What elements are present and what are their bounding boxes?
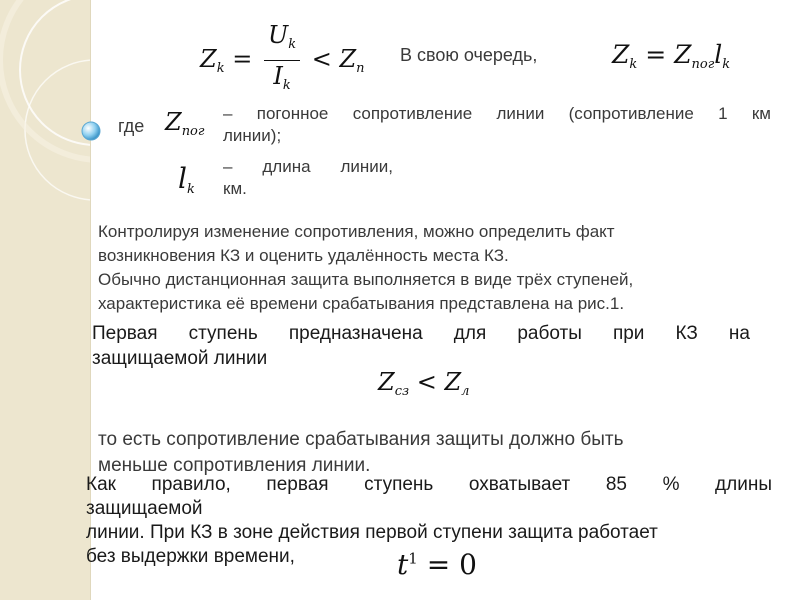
intro-text: В свою очередь, bbox=[400, 45, 538, 65]
formula-t1-zero: $t^1 = 0$ bbox=[397, 548, 477, 581]
paragraph-coverage: Как правило, первая ступень охватывает 85 % длины защищаемой линии. При КЗ в зоне действия первой ступени защита работает без выдержки времени, bbox=[86, 474, 772, 567]
paragraph-trip-resistance: то есть сопротивление срабатывания защиты должно быть меньше сопротивления линии. bbox=[98, 429, 624, 476]
decorative-sidebar bbox=[0, 0, 91, 600]
z-pog-description: – погонное сопротивление линии (сопротивление 1 км линии); bbox=[223, 104, 771, 145]
bullet-orb-icon bbox=[80, 120, 102, 142]
paragraph-distance-protection: Контролируя изменение сопротивления, можно определить факт возникновения КЗ и оценить удалённость места КЗ. Обычно дистанционная защита выполняется в виде трёх ступеней, характеристика её времени срабатывания представлена на рис.1. bbox=[98, 222, 634, 313]
formula-zsz-zl: $Z_{сз} < Z_л$ bbox=[378, 368, 470, 399]
symbol-l-k: $l_k$ bbox=[178, 162, 195, 197]
paragraph-first-stage: Первая ступень предназначена для работы при КЗ на защищаемой линии bbox=[92, 323, 750, 369]
l-k-description: – длина линии, км. bbox=[223, 157, 393, 198]
sidebar-arcs-decoration bbox=[0, 0, 90, 600]
formula-zk-zpog-lk: $Z_k = Z_{пог}l_k$ bbox=[612, 40, 731, 72]
symbol-z-pog: $Z_{пог}$ bbox=[165, 108, 205, 139]
where-label: где bbox=[118, 116, 145, 136]
formula-zk-uk-ik: $Z_k$ = $\frac{U_k}{I_k}$ < $Z_п$ bbox=[200, 21, 365, 93]
